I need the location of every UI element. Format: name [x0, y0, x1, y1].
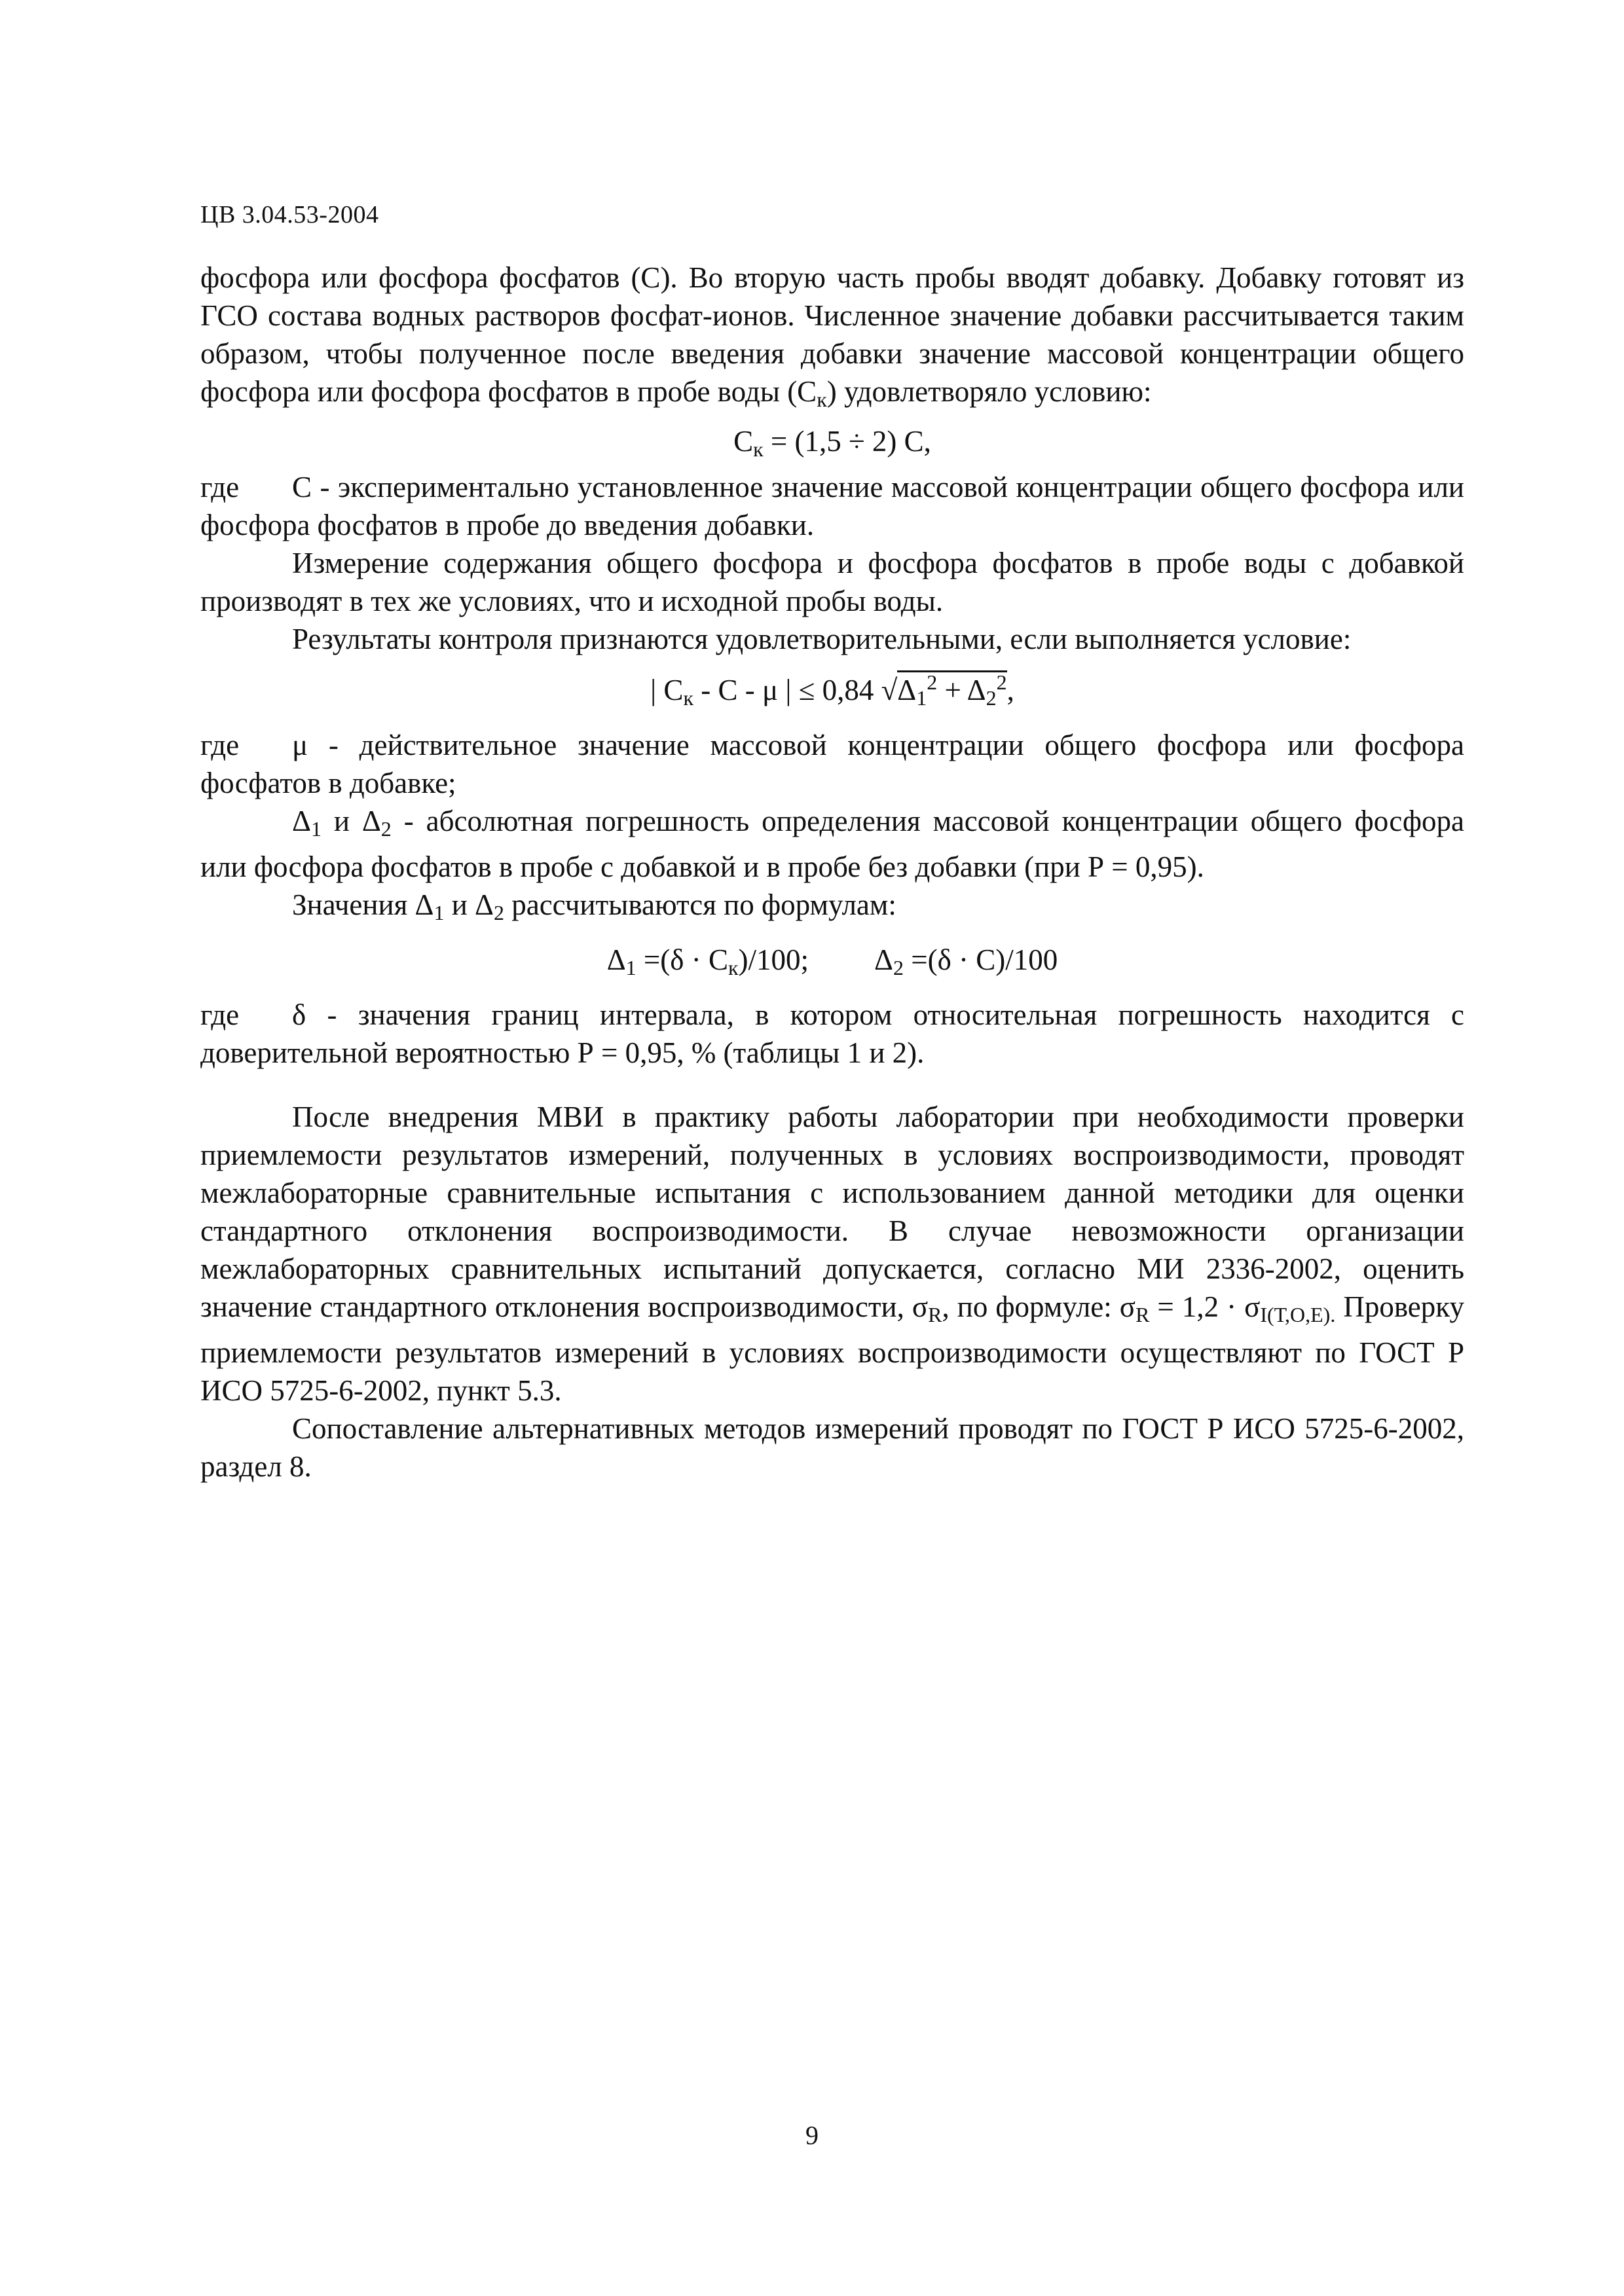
- delta-definition: $\Delta_1$ и $\Delta_2$ - абсолютная погрешность определения массовой концентрации общего фосфора или фосфора фосфатов в пробе с добавкой и в пробе без добавки (при Р = 0,95).: [200, 805, 1464, 883]
- document-code-header: ЦВ 3.04.53-2004: [200, 201, 379, 228]
- paragraph-method-comparison: Сопоставление альтернативных методов измерений проводят по ГОСТ Р ИСО 5725-6-2002, раздел 8.: [200, 1412, 1464, 1483]
- page-number: 9: [805, 2121, 819, 2150]
- paragraph-delta-formulas-intro: Значения $\Delta_1$ и $\Delta_2$ рассчитываются по формулам:: [292, 888, 896, 924]
- where-delta-definition: где δ - значения границ интервала, в котором относительная погрешность находится с доверительной вероятностью Р = 0,95, % (таблицы 1 и 2).: [200, 998, 1464, 1069]
- formula-control-criterion: | $С_к$ - С - μ | ≤ 0,84 $√\Delta_1^2 + \Delta_2^2$,: [650, 670, 1014, 710]
- where-c-definition: где С - экспериментально установленное значение массовой концентрации общего фосфора или фосфора фосфатов в пробе до введения добавки.: [200, 471, 1464, 541]
- paragraph-control-condition: Результаты контроля признаются удовлетворительными, если выполняется условие:: [292, 623, 1352, 655]
- where-mu-definition: где μ - действительное значение массовой концентрации общего фосфора или фосфора фосфатов в добавке;: [200, 729, 1464, 799]
- formula-added-concentration: $С_к = (1,5 \div 2)$ С,: [733, 425, 931, 461]
- paragraph-reproducibility: После внедрения МВИ в практику работы лаборатории при необходимости проверки приемлемости результатов измерений, полученных в условиях воспроизводимости, проводят межлабораторные сравнительные испытания с использованием данной методики для оценки стандартного отклонения воспроизводимости. В случае невозможности организации межлабораторных сравнительных испытаний допускается, согласно МИ 2336-2002, оценить значение стандартного отклонения воспроизводимости, $\sigma_R$, по формуле: $\sigma_R = 1,2 \cdot \sigma_{I(Т,О,Е).}$ Проверку приемлемости результатов измерений в условиях воспроизводимости осуществляют по ГОСТ Р ИСО 5725-6-2002, пункт 5.3.: [200, 1101, 1465, 1407]
- paragraph-intro: фосфора или фосфора фосфатов (С). Во вторую часть пробы вводят добавку. Добавку готовят из ГСО состава водных растворов фосфат-ионов. Численное значение добавки рассчитывается таким образом, чтобы полученное после введения добавки значение массовой концентрации общего фосфора или фосфора фосфатов в пробе воды $(С_к)$ удовлетворяло условию:: [200, 261, 1464, 411]
- paragraph-measurement: Измерение содержания общего фосфора и фосфора фосфатов в пробе воды с добавкой производят в тех же условиях, что и исходной пробы воды.: [200, 547, 1464, 617]
- page-body: [200, 259, 1464, 1485]
- square-root-overline: $\Delta_1^2 + \Delta_2^2$: [897, 670, 1007, 710]
- formula-deltas: $\Delta_1 =(\delta \cdot С_к)/100$; $\Delta_2 =(\delta \cdot С)/100$: [606, 943, 1058, 979]
